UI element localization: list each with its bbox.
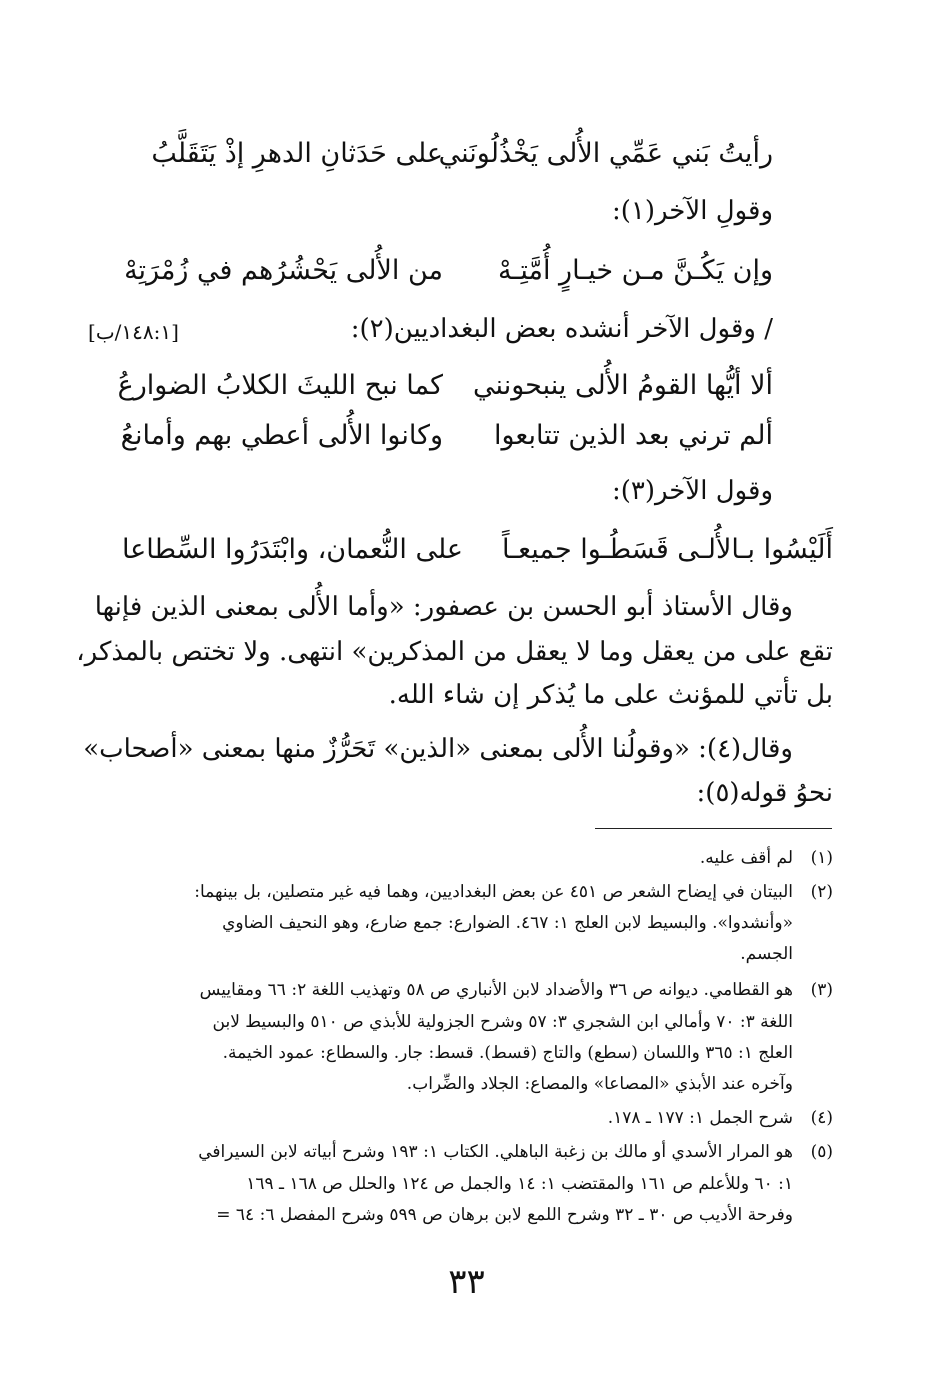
paragraph-1-line-2: تقع على من يعقل وما لا يعقل من المذكرين» انتهى. ولا تختص بالمذكر، <box>76 637 833 667</box>
footnote-2-text-1: البيتان في إيضاح الشعر ص ٤٥١ عن بعض البغداديين، وهما فيه غير متصلين، بل بينهما: <box>194 882 793 902</box>
footnote-3-line-3: العلج ١: ٣٦٥ واللسان (سطع) والتاج (قسط). قسط: جار. والسطاع: عمود الخيمة. <box>222 1043 793 1063</box>
verse-1-second-hemistich: على حَدَثانِ الدهرِ إذْ يَتَقَلَّبُ <box>151 138 443 169</box>
verse-4-first-hemistich: ألم ترني بعد الذين تتابعوا <box>493 420 773 451</box>
verse-5-first-hemistich: أَلَيْسُوا بـالأُلـى قَسَطُـوا جميعـاً <box>502 534 833 565</box>
verse-1-first-hemistich: رأيتُ بَني عَمِّي الأُلى يَخْذُلُونَني <box>438 138 773 169</box>
footnote-3-line-1 <box>200 976 833 1004</box>
paragraph-2-line-1: وقال(٤): «وقولُنا الأُلى بمعنى «الذين» تَحَرُّزٌ منها بمعنى «أصحاب» <box>83 734 793 764</box>
footnote-5-line-3: وفرحة الأديب ص ٣٠ ـ ٣٢ وشرح اللمع لابن برهان ص ٥٩٩ وشرح المفصل ٦: ٦٤ = <box>216 1205 793 1225</box>
footnote-2-line-2: «وأنشدوا». والبسيط لابن العلج ١: ٤٦٧. الضوارع: جمع ضارع، وهو النحيف الضاوي <box>222 913 793 933</box>
footnote-1-text: لم أقف عليه. <box>699 848 793 868</box>
footnote-5-number: (٥) <box>810 1142 833 1162</box>
verse-2-second-hemistich: من الأُلى يَحْشُرُهم في زُمْرَتِهْ <box>124 255 443 286</box>
verse-3-second-hemistich: كما نبح الليثَ الكلابُ الضوارعُ <box>117 370 443 401</box>
footnote-2-number: (٢) <box>810 882 833 902</box>
footnote-4-text: شرح الجمل ١: ١٧٧ ـ ١٧٨. <box>607 1108 793 1128</box>
intro-line-3: وقول الآخر(٣): <box>611 476 773 506</box>
manuscript-folio-reference: [١٤٨:١/ب] <box>88 320 179 344</box>
footnote-3-number: (٣) <box>810 980 833 1000</box>
verse-4-second-hemistich: وكانوا الأُلى أعطي بهم وأمانعُ <box>120 420 443 451</box>
footnote-5-text-1: هو المرار الأسدي أو مالك بن زغبة الباهلي. الكتاب ١: ١٩٣ وشرح أبياته لابن السيرافي <box>198 1142 793 1162</box>
footnote-3-text-1: هو القطامي. ديوانه ص ٣٦ والأضداد لابن الأنباري ص ٥٨ وتهذيب اللغة ٢: ٦٦ ومقاييس <box>199 980 793 1000</box>
footnote-3-line-2: اللغة ٣: ٧٠ وأمالي ابن الشجري ٣: ٥٧ وشرح الجزولية للأبذي ص ٥١٠ والبسيط لابن <box>212 1012 793 1032</box>
verse-2-first-hemistich: وإن يَكُـنَّ مـن خيـارٍ أُمَّتِـهْ <box>497 255 773 286</box>
footnote-5-line-1 <box>198 1138 833 1166</box>
verse-3-first-hemistich: ألا أيُّها القومُ الأُلى ينبحونني <box>473 370 773 401</box>
footnote-3-line-4: وآخره عند الأبذي «المصاعا» والمصاع: الجلاد والضِّراب. <box>406 1074 793 1094</box>
footnote-4-number: (٤) <box>810 1108 833 1128</box>
footnote-1-number: (١) <box>810 848 833 868</box>
intro-line-2: / وقول الآخر أنشده بعض البغداديين(٢): <box>350 314 773 344</box>
footnote-5-line-2: ١: ٦٠ وللأعلم ص ١٦١ والمقتضب ١: ١٤ والجمل ص ١٢٤ والحلل ص ١٦٨ ـ ١٦٩ <box>246 1174 793 1194</box>
footnote-4 <box>608 1104 833 1132</box>
verse-5-second-hemistich: على النُّعمان، وابْتَدَرُوا السِّطاعا <box>121 534 463 565</box>
paragraph-1-line-3: بل تأتي للمؤنث على ما يُذكر إن شاء الله. <box>388 680 833 710</box>
footnote-2-line-1 <box>194 878 833 906</box>
intro-line-1: وقولِ الآخر(١): <box>611 196 773 226</box>
footnote-2-line-3: الجسم. <box>740 944 793 964</box>
paragraph-2-line-2: نحوُ قوله(٥): <box>696 778 833 808</box>
paragraph-1-line-1: وقال الأستاذ أبو الحسن بن عصفور: «وأما الأُلى بمعنى الذين فإنها <box>94 592 793 622</box>
footnote-1 <box>700 844 833 872</box>
footnote-separator <box>595 828 832 829</box>
page-number: ٣٣ <box>448 1262 485 1302</box>
